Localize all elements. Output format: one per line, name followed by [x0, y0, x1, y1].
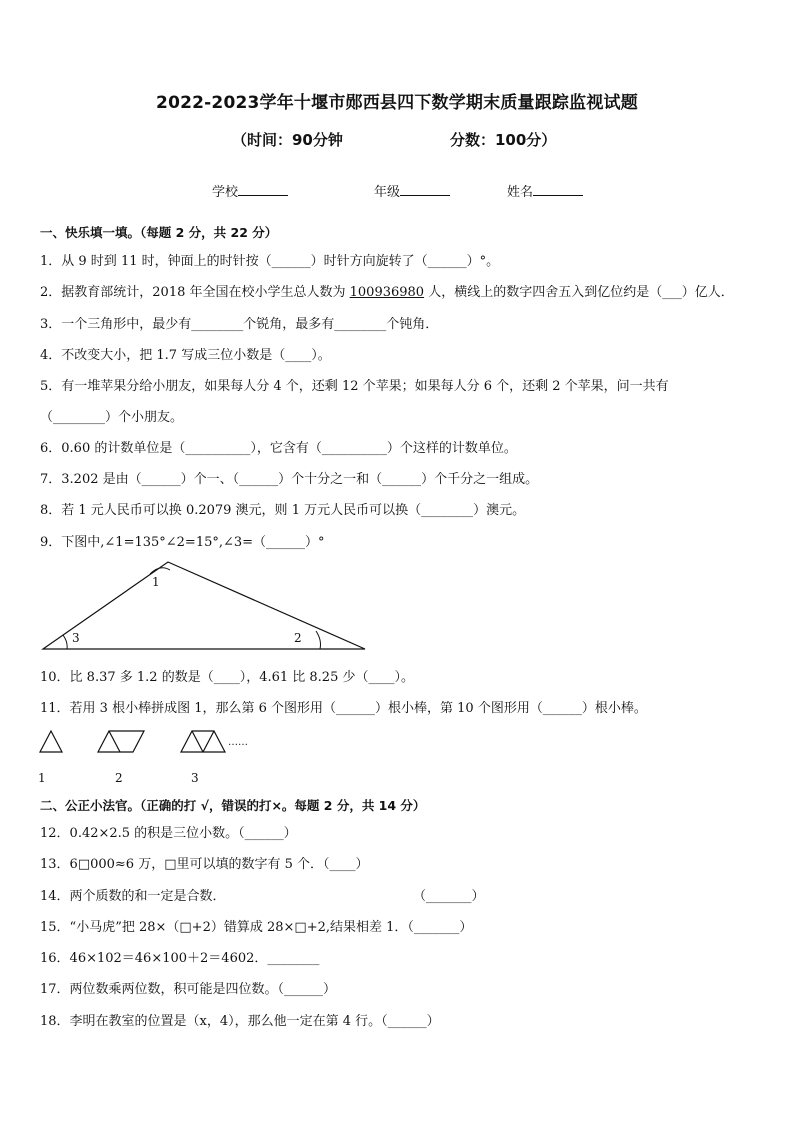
angle-2-label: 2	[294, 631, 302, 645]
question-13: 13．6□000≈6 万，□里可以填的数字有 5 个．（____）	[40, 857, 369, 872]
question-5-line-1: 5．有一堆苹果分给小朋友，如果每人分 4 个，还剩 12 个苹果；如果每人分 6 个，还剩 2 个苹果，问一共有	[40, 379, 669, 394]
score-label: 分数：100分）	[450, 131, 557, 149]
question-10: 10．比 8.37 多 1.2 的数是（____），4.61 比 8.25 少（____）。	[40, 670, 414, 685]
question-12: 12．0.42×2.5 的积是三位小数。（______）	[40, 826, 297, 841]
question-17: 17．两位数乘两位数，积可能是四位数。（______）	[40, 982, 337, 997]
name-label: 姓名	[507, 185, 534, 200]
question-15: 15．“小马虎”把 28×（□+2）错算成 28×□+2,结果相差 1．（_______）	[40, 920, 473, 935]
exam-title: 2022-2023学年十堰市郧西县四下数学期末质量跟踪监视试题	[156, 93, 638, 113]
figure-ellipsis: ……	[228, 737, 248, 748]
name-blank[interactable]	[533, 183, 583, 196]
grade-field	[374, 181, 450, 200]
question-8: 8．若 1 元人民币可以换 0.2079 澳元，则 1 万元人民币可以换（________）澳元。	[40, 503, 526, 518]
question-2-part-b: 人，横线上的数字四舍五入到亿位约是（___）亿人．	[424, 285, 734, 300]
question-1: 1．从 9 时到 11 时，钟面上的时针按（______）时针方向旋转了（______）°。	[40, 254, 500, 269]
question-7: 7．3.202 是由（______）个一、（______）个十分之一和（______）个千分之一组成。	[40, 472, 539, 487]
time-label: （时间：90分钟	[232, 131, 343, 149]
school-label: 学校	[212, 185, 239, 200]
question-16: 16．46×102＝46×100＋2＝4602．________	[40, 951, 320, 966]
angle-1-label: 1	[152, 575, 160, 589]
question-14: 14．两个质数的和一定是合数．	[40, 889, 226, 904]
question-14-answer-blank: （_______）	[413, 889, 485, 904]
school-blank[interactable]	[238, 183, 288, 196]
question-2-number: 100936980	[349, 285, 425, 300]
figure-3-label: 3	[191, 771, 199, 785]
question-3: 3．一个三角形中，最少有________个锐角，最多有________个钝角．	[40, 317, 439, 332]
angle-3-label: 3	[72, 631, 80, 645]
section-1-heading: 一、快乐填一填。（每题 2 分，共 22 分）	[40, 225, 278, 240]
grade-label: 年级	[374, 185, 401, 200]
question-2	[40, 281, 734, 300]
question-2-part-a: 2．据教育部统计，2018 年全国在校小学生总人数为	[40, 285, 350, 300]
name-field	[507, 181, 583, 200]
question-6: 6．0.60 的计数单位是（__________），它含有（__________）个这样的计数单位。	[40, 441, 517, 456]
figure-2-label: 2	[115, 771, 123, 785]
question-9: 9．下图中,∠1=135°∠2=15°,∠3=（______）°	[40, 535, 325, 550]
triangle-figure	[38, 556, 370, 654]
question-5-line-2: （________）个小朋友。	[40, 410, 184, 425]
section-2-heading: 二、公正小法官。（正确的打 √，错误的打×。每题 2 分，共 14 分）	[40, 798, 426, 813]
question-4: 4．不改变大小，把 1.7 写成三位小数是（____）。	[40, 348, 331, 363]
question-11: 11．若用 3 根小棒拼成图 1，那么第 6 个图形用（______）根小棒，第 10 个图形用（______）根小棒。	[40, 701, 647, 716]
figure-1-label: 1	[38, 771, 46, 785]
grade-blank[interactable]	[400, 183, 450, 196]
school-field	[212, 181, 288, 200]
question-18: 18．李明在教室的位置是（x，4），那么他一定在第 4 行。（______）	[40, 1014, 440, 1029]
